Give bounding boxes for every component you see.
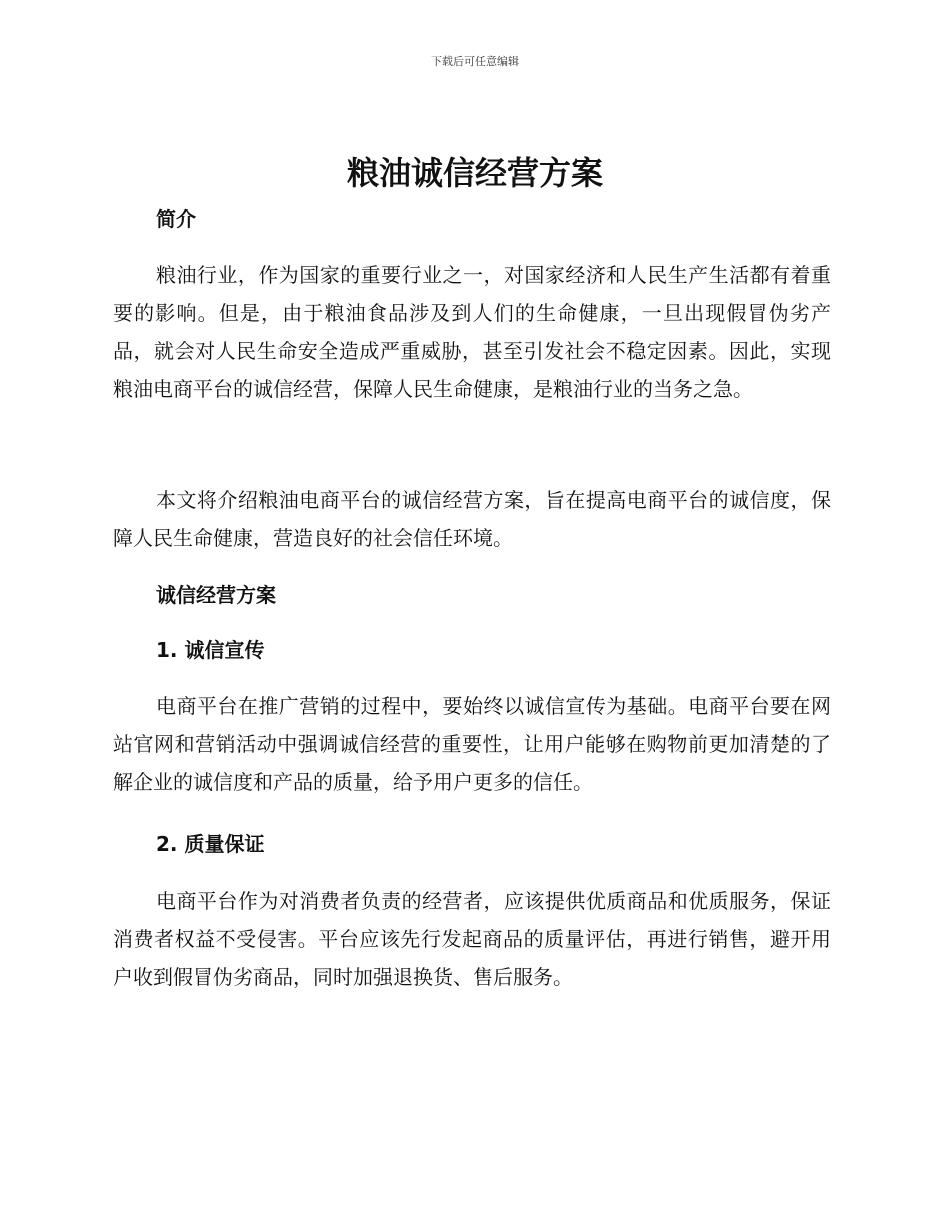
intro-paragraph-1: 粮油行业，作为国家的重要行业之一，对国家经济和人民生产生活都有着重要的影响。但是，由于粮油食品涉及到人们的生命健康，一旦出现假冒伪劣产品，就会对人民生命安全造成严重威胁，甚至引发社会不稳定因素。因此，实现粮油电商平台的诚信经营，保障人民生命健康，是粮油行业的当务之急。 — [113, 263, 831, 401]
integrity-promotion-paragraph: 电商平台在推广营销的过程中，要始终以诚信宣传为基础。电商平台要在网站官网和营销活动中强调诚信经营的重要性，让用户能够在购物前更加清楚的了解企业的诚信度和产品的质量，给予用户更多的信任。 — [113, 694, 831, 794]
section-heading-intro: 简介 — [156, 207, 196, 231]
section-heading-integrity-promotion: 1. 诚信宣传 — [156, 638, 265, 662]
document-title: 粮油诚信经营方案 — [346, 154, 603, 192]
header-note: 下载后可任意编辑 — [431, 55, 519, 68]
intro-paragraph-2: 本文将介绍粮油电商平台的诚信经营方案，旨在提高电商平台的诚信度，保障人民生命健康，营造良好的社会信任环境。 — [113, 488, 831, 550]
section-heading-quality-assurance: 2. 质量保证 — [156, 832, 265, 856]
section-heading-plan: 诚信经营方案 — [156, 583, 276, 607]
quality-assurance-paragraph: 电商平台作为对消费者负责的经营者，应该提供优质商品和优质服务，保证消费者权益不受侵害。平台应该先行发起商品的质量评估，再进行销售，避开用户收到假冒伪劣商品，同时加强退换货、售后服务。 — [113, 889, 831, 989]
